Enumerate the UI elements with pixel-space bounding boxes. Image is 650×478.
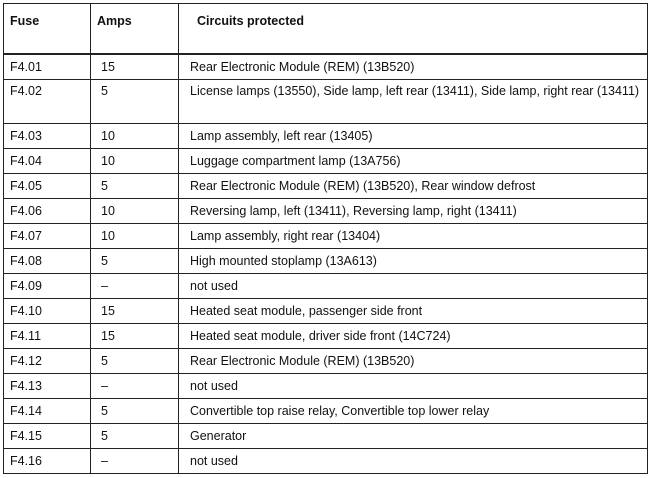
cell-circuit: Rear Electronic Module (REM) (13B520) bbox=[179, 54, 648, 80]
cell-fuse: F4.09 bbox=[4, 274, 91, 299]
cell-fuse: F4.06 bbox=[4, 199, 91, 224]
cell-fuse: F4.04 bbox=[4, 149, 91, 174]
cell-circuit: Rear Electronic Module (REM) (13B520) bbox=[179, 349, 648, 374]
cell-circuit: Lamp assembly, left rear (13405) bbox=[179, 124, 648, 149]
cell-fuse: F4.08 bbox=[4, 249, 91, 274]
fuse-table bbox=[3, 3, 648, 474]
cell-amps: 5 bbox=[91, 399, 179, 424]
table-row bbox=[4, 349, 648, 374]
cell-circuit: Convertible top raise relay, Convertible top lower relay bbox=[179, 399, 648, 424]
cell-fuse: F4.01 bbox=[4, 54, 91, 80]
cell-fuse: F4.11 bbox=[4, 324, 91, 349]
cell-amps: 5 bbox=[91, 349, 179, 374]
table-row bbox=[4, 54, 648, 80]
cell-circuit: Heated seat module, driver side front (14C724) bbox=[179, 324, 648, 349]
cell-amps: 5 bbox=[91, 80, 179, 124]
cell-fuse: F4.15 bbox=[4, 424, 91, 449]
cell-amps: – bbox=[91, 274, 179, 299]
table-row bbox=[4, 149, 648, 174]
table-row bbox=[4, 274, 648, 299]
cell-amps: 15 bbox=[91, 324, 179, 349]
cell-circuit: not used bbox=[179, 449, 648, 474]
cell-circuit: Reversing lamp, left (13411), Reversing lamp, right (13411) bbox=[179, 199, 648, 224]
table-header-row bbox=[4, 4, 648, 55]
cell-amps: 15 bbox=[91, 54, 179, 80]
table-row bbox=[4, 374, 648, 399]
cell-amps: 10 bbox=[91, 199, 179, 224]
cell-fuse: F4.16 bbox=[4, 449, 91, 474]
cell-circuit: Generator bbox=[179, 424, 648, 449]
cell-fuse: F4.02 bbox=[4, 80, 91, 124]
table-row bbox=[4, 424, 648, 449]
cell-fuse: F4.13 bbox=[4, 374, 91, 399]
cell-fuse: F4.03 bbox=[4, 124, 91, 149]
cell-fuse: F4.10 bbox=[4, 299, 91, 324]
cell-amps: 10 bbox=[91, 149, 179, 174]
table-row bbox=[4, 199, 648, 224]
table-row bbox=[4, 249, 648, 274]
table-row bbox=[4, 224, 648, 249]
cell-amps: 5 bbox=[91, 249, 179, 274]
cell-circuit: Lamp assembly, right rear (13404) bbox=[179, 224, 648, 249]
cell-fuse: F4.12 bbox=[4, 349, 91, 374]
table-row bbox=[4, 449, 648, 474]
cell-circuit: License lamps (13550), Side lamp, left rear (13411), Side lamp, right rear (13411) bbox=[179, 80, 648, 124]
table-row bbox=[4, 174, 648, 199]
table-row bbox=[4, 399, 648, 424]
cell-circuit: Rear Electronic Module (REM) (13B520), Rear window defrost bbox=[179, 174, 648, 199]
cell-circuit: Luggage compartment lamp (13A756) bbox=[179, 149, 648, 174]
cell-fuse: F4.05 bbox=[4, 174, 91, 199]
cell-amps: 10 bbox=[91, 224, 179, 249]
table-row bbox=[4, 124, 648, 149]
header-circuits-protected: Circuits protected bbox=[179, 4, 648, 55]
table-row bbox=[4, 299, 648, 324]
cell-circuit: not used bbox=[179, 374, 648, 399]
table-row bbox=[4, 324, 648, 349]
cell-circuit: Heated seat module, passenger side front bbox=[179, 299, 648, 324]
cell-amps: – bbox=[91, 374, 179, 399]
cell-amps: 5 bbox=[91, 424, 179, 449]
header-amps: Amps bbox=[91, 4, 179, 55]
cell-circuit: not used bbox=[179, 274, 648, 299]
table-row bbox=[4, 80, 648, 124]
cell-amps: 10 bbox=[91, 124, 179, 149]
cell-fuse: F4.07 bbox=[4, 224, 91, 249]
cell-circuit: High mounted stoplamp (13A613) bbox=[179, 249, 648, 274]
cell-amps: – bbox=[91, 449, 179, 474]
cell-amps: 5 bbox=[91, 174, 179, 199]
cell-fuse: F4.14 bbox=[4, 399, 91, 424]
cell-amps: 15 bbox=[91, 299, 179, 324]
header-fuse: Fuse bbox=[4, 4, 91, 55]
